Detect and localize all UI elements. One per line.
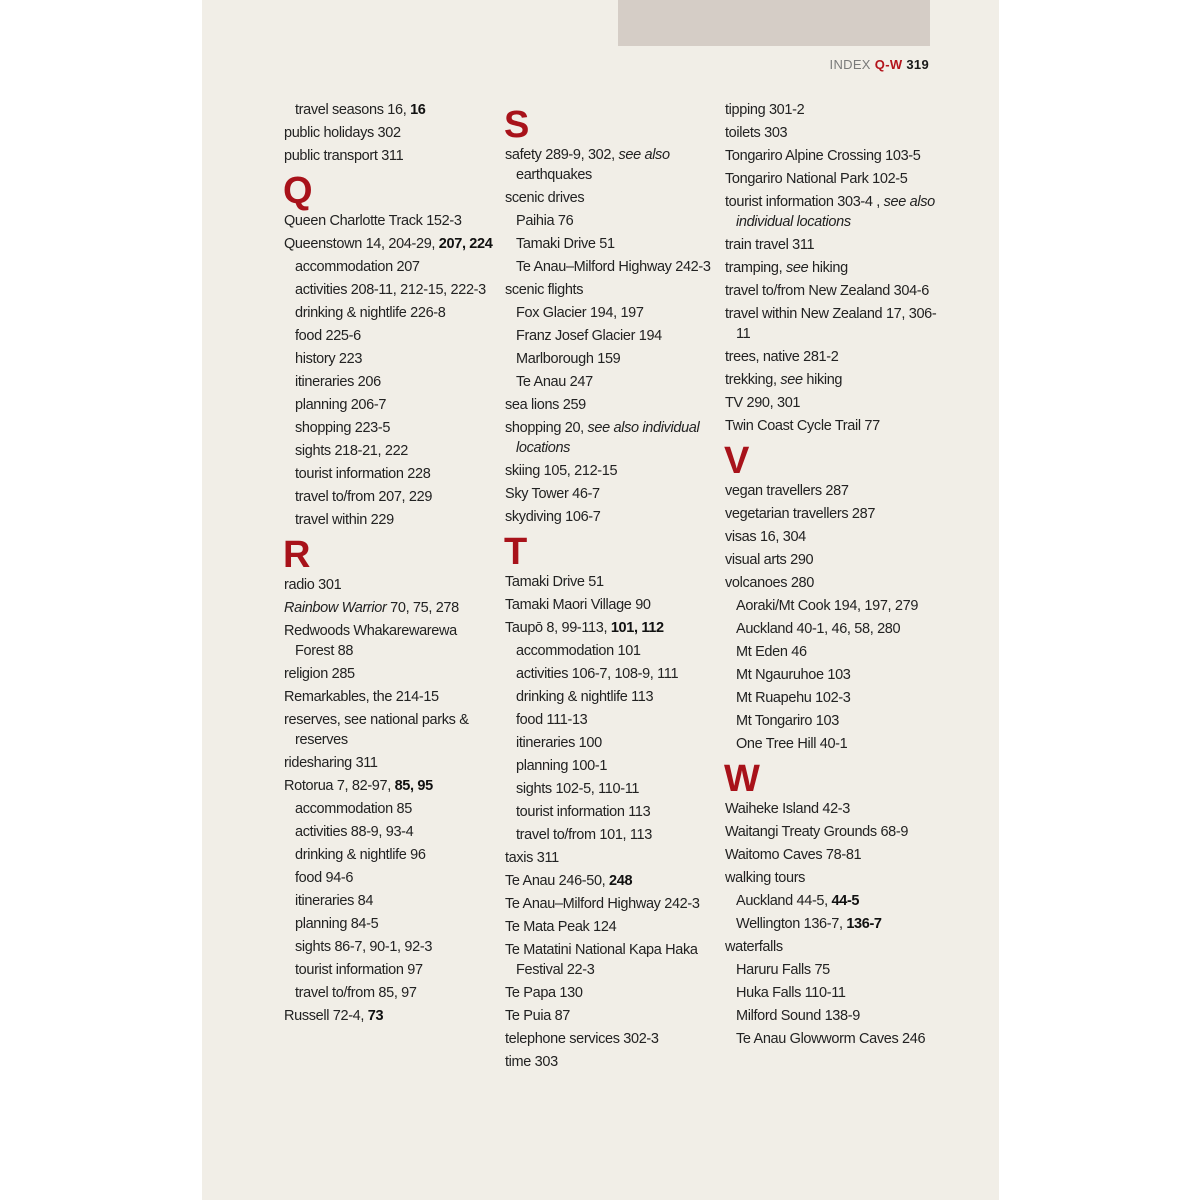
entry-text: vegetarian travellers 287	[725, 506, 876, 522]
entry-text: Paihia 76	[516, 213, 574, 229]
index-subentry	[505, 326, 720, 346]
index-entry	[505, 940, 720, 980]
entry-text: vegan travellers 287	[725, 483, 849, 499]
index-subentry	[284, 441, 499, 461]
entry-text: Queen Charlotte Track 152-3	[284, 213, 462, 229]
index-entry	[725, 304, 940, 344]
index-subentry	[284, 464, 499, 484]
entry-text: safety 289-9, 302,	[505, 147, 619, 163]
index-entry	[284, 687, 499, 707]
index-subentry	[505, 234, 720, 254]
index-subentry	[725, 688, 940, 708]
entry-text: skiing 105, 212-15	[505, 463, 618, 479]
index-subentry	[725, 914, 940, 934]
section-letter: S	[504, 104, 530, 146]
index-subentry	[284, 487, 499, 507]
entry-text: Haruru Falls 75	[736, 962, 830, 978]
index-entry	[725, 393, 940, 413]
index-entry	[284, 1006, 499, 1026]
index-entry	[725, 573, 940, 593]
running-header	[830, 57, 929, 72]
index-subentry	[284, 983, 499, 1003]
index-section	[725, 441, 940, 754]
index-subentry	[505, 349, 720, 369]
entry-text: visual arts 290	[725, 552, 814, 568]
entry-text: planning 100-1	[516, 758, 608, 774]
entry-text: scenic drives	[505, 190, 585, 206]
index-subentry	[284, 937, 499, 957]
entry-text: skydiving 106-7	[505, 509, 601, 525]
entry-text: Redwoods Whakarewarewa Forest 88	[284, 623, 457, 659]
index-entry	[725, 550, 940, 570]
entry-text: Auckland 44-5,	[736, 893, 832, 909]
entry-text: tourist information 228	[295, 466, 431, 482]
entry-text: radio 301	[284, 577, 342, 593]
entry-text: Mt Eden 46	[736, 644, 807, 660]
index-subentry	[284, 349, 499, 369]
section-letter: V	[724, 440, 750, 482]
entry-text: Tongariro National Park 102-5	[725, 171, 908, 187]
entry-text: Tongariro Alpine Crossing 103-5	[725, 148, 921, 164]
index-entry	[284, 234, 499, 254]
entry-text: walking tours	[725, 870, 806, 886]
entry-text: toilets 303	[725, 125, 788, 141]
entry-bold-page: 207, 224	[438, 236, 493, 252]
entry-text: Te Puia 87	[505, 1008, 571, 1024]
index-entry	[284, 621, 499, 661]
index-entry	[284, 211, 499, 231]
index-page	[202, 0, 999, 1200]
entry-text: accommodation 101	[516, 643, 641, 659]
index-subentry	[505, 779, 720, 799]
index-subentry	[725, 960, 940, 980]
entry-bold-page: 73	[367, 1008, 384, 1024]
entry-bold-page: 44-5	[831, 893, 860, 909]
index-entry	[505, 871, 720, 891]
index-section	[725, 759, 940, 1049]
entry-italic: see also individual locations	[736, 194, 935, 230]
entry-italic: see also individual locations	[516, 420, 700, 456]
index-entry	[725, 123, 940, 143]
entry-text: Te Mata Peak 124	[505, 919, 617, 935]
entry-text: scenic flights	[505, 282, 584, 298]
entry-text-cont: hiking	[808, 260, 848, 276]
index-entry	[725, 822, 940, 842]
entry-text: Tamaki Drive 51	[505, 574, 604, 590]
entry-text: Te Matatini National Kapa Haka Festival 22-3	[505, 942, 698, 978]
index-subentry	[725, 1029, 940, 1049]
entry-text: Wellington 136-7,	[736, 916, 847, 932]
index-entry	[284, 146, 499, 166]
index-entry	[284, 710, 499, 750]
index-entry	[284, 664, 499, 684]
index-subentry	[725, 1006, 940, 1026]
index-entry	[505, 418, 720, 458]
page-number: 319	[906, 57, 929, 72]
entry-text-cont: hiking	[802, 372, 843, 388]
entry-bold-page: 85, 95	[394, 778, 433, 794]
index-section	[505, 532, 720, 1072]
entry-text: Waitomo Caves 78-81	[725, 847, 862, 863]
entry-text: itineraries 100	[516, 735, 602, 751]
index-subentry	[725, 619, 940, 639]
entry-text: volcanoes 280	[725, 575, 814, 591]
section-letter: T	[504, 531, 528, 573]
entry-text: activities 208-11, 212-15, 222-3	[295, 282, 486, 298]
entry-text: religion 285	[284, 666, 355, 682]
entry-text: food 111-13	[516, 712, 588, 728]
index-subentry	[725, 891, 940, 911]
section-letter: R	[283, 534, 311, 576]
index-entry	[725, 937, 940, 957]
entry-text: accommodation 207	[295, 259, 420, 275]
entry-text: tourist information 113	[516, 804, 651, 820]
entry-text: Te Anau 246-50,	[505, 873, 610, 889]
index-subentry	[725, 734, 940, 754]
entry-text: Waiheke Island 42-3	[725, 801, 850, 817]
entry-text: 70, 75, 278	[386, 600, 459, 616]
entry-text: Remarkables, the 214-15	[284, 689, 439, 705]
index-entry	[725, 169, 940, 189]
index-entry	[505, 595, 720, 615]
entry-text: planning 84-5	[295, 916, 379, 932]
index-entry	[284, 575, 499, 595]
entry-text: travel seasons 16,	[295, 102, 411, 118]
index-column-2	[505, 100, 720, 1075]
index-entry	[725, 258, 940, 278]
index-subentry	[284, 845, 499, 865]
index-entry	[505, 484, 720, 504]
index-subentry	[505, 756, 720, 776]
index-entry	[725, 146, 940, 166]
entry-text: One Tree Hill 40-1	[736, 736, 848, 752]
entry-text: telephone services 302-3	[505, 1031, 659, 1047]
entry-text: Tamaki Drive 51	[516, 236, 615, 252]
entry-text: public holidays 302	[284, 125, 401, 141]
entry-italic: see	[780, 372, 803, 388]
index-subentry	[284, 372, 499, 392]
entry-text: train travel 311	[725, 237, 815, 253]
index-subentry	[505, 372, 720, 392]
index-entry	[725, 281, 940, 301]
entry-text: trekking,	[725, 372, 781, 388]
section-letter: W	[724, 758, 760, 800]
index-entry	[725, 527, 940, 547]
entry-bold-page: 16	[410, 102, 426, 118]
index-entry	[505, 894, 720, 914]
entry-text: shopping 223-5	[295, 420, 391, 436]
entry-text: sights 102-5, 110-11	[516, 781, 640, 797]
entry-text: Milford Sound 138-9	[736, 1008, 860, 1024]
entry-text: activities 88-9, 93-4	[295, 824, 414, 840]
index-subentry	[505, 825, 720, 845]
header-letters: Q-W	[874, 57, 903, 72]
index-entry	[725, 504, 940, 524]
index-entry	[725, 416, 940, 436]
entry-bold-page: 136-7	[846, 916, 882, 932]
entry-text: time 303	[505, 1054, 558, 1070]
entry-text: Mt Ngauruhoe 103	[736, 667, 851, 683]
entry-text: history 223	[295, 351, 363, 367]
entry-text: drinking & nightlife 113	[516, 689, 654, 705]
index-entry	[725, 235, 940, 255]
index-subentry	[505, 303, 720, 323]
entry-text: Franz Josef Glacier 194	[516, 328, 662, 344]
entry-text: tourist information 303-4 ,	[725, 194, 884, 210]
entry-text: Te Anau Glowworm Caves 246	[736, 1031, 926, 1047]
index-section	[505, 105, 720, 527]
entry-bold-page: 248	[609, 873, 633, 889]
index-entry	[505, 983, 720, 1003]
entry-text: Auckland 40-1, 46, 58, 280	[736, 621, 901, 637]
index-subentry	[284, 891, 499, 911]
entry-text: public transport 311	[284, 148, 404, 164]
index-entry	[725, 868, 940, 888]
entry-text: Rotorua 7, 82-97,	[284, 778, 395, 794]
index-entry	[725, 192, 940, 232]
index-subentry	[505, 733, 720, 753]
index-subentry	[284, 914, 499, 934]
entry-text: food 94-6	[295, 870, 354, 886]
index-subentry	[284, 868, 499, 888]
entry-text: Te Anau–Milford Highway 242-3	[516, 259, 711, 275]
index-entry	[505, 145, 720, 185]
index-subentry	[284, 303, 499, 323]
entry-text: Queenstown 14, 204-29,	[284, 236, 439, 252]
entry-text: TV 290, 301	[725, 395, 801, 411]
index-subentry	[284, 799, 499, 819]
index-subentry	[505, 802, 720, 822]
entry-text: taxis 311	[505, 850, 559, 866]
index-section	[284, 535, 499, 1026]
entry-italic: Rainbow Warrior	[284, 600, 387, 616]
index-entry	[505, 461, 720, 481]
index-entry	[505, 1029, 720, 1049]
index-subentry	[284, 418, 499, 438]
section-letter: Q	[283, 170, 313, 212]
entry-text: itineraries 84	[295, 893, 374, 909]
entry-text: Aoraki/Mt Cook 194, 197, 279	[736, 598, 919, 614]
entry-text: drinking & nightlife 226-8	[295, 305, 446, 321]
entry-text: Sky Tower 46-7	[505, 486, 600, 502]
entry-text: trees, native 281-2	[725, 349, 839, 365]
index-entry	[284, 123, 499, 143]
entry-text: ridesharing 311	[284, 755, 378, 771]
index-subentry	[284, 100, 499, 120]
index-subentry	[725, 596, 940, 616]
header-tab	[618, 0, 930, 46]
index-section	[725, 100, 940, 436]
entry-text: travel to/from 207, 229	[295, 489, 433, 505]
index-subentry	[725, 711, 940, 731]
entry-text: reserves, see national parks & reserves	[284, 712, 469, 748]
entry-text: planning 206-7	[295, 397, 387, 413]
index-subentry	[284, 395, 499, 415]
index-subentry	[284, 822, 499, 842]
index-entry	[725, 100, 940, 120]
index-entry	[725, 370, 940, 390]
entry-text: Waitangi Treaty Grounds 68-9	[725, 824, 909, 840]
entry-text: travel within New Zealand 17, 306-11	[725, 306, 937, 342]
index-entry	[284, 598, 499, 618]
entry-text: sights 218-21, 222	[295, 443, 409, 459]
index-entry	[725, 481, 940, 501]
entry-text: tipping 301-2	[725, 102, 805, 118]
index-subentry	[284, 510, 499, 530]
index-entry	[284, 753, 499, 773]
entry-text: activities 106-7, 108-9, 111	[516, 666, 679, 682]
entry-text: Te Papa 130	[505, 985, 583, 1001]
entry-text: itineraries 206	[295, 374, 381, 390]
index-subentry	[505, 257, 720, 277]
header-label: INDEX	[829, 57, 871, 72]
index-entry	[505, 280, 720, 300]
index-entry	[505, 618, 720, 638]
entry-text: tramping,	[725, 260, 786, 276]
index-section	[284, 171, 499, 530]
index-entry	[505, 1006, 720, 1026]
index-entry	[505, 395, 720, 415]
entry-text: waterfalls	[725, 939, 783, 955]
index-column-1	[284, 100, 499, 1029]
index-subentry	[725, 983, 940, 1003]
entry-text: Te Anau–Milford Highway 242-3	[505, 896, 700, 912]
entry-text: visas 16, 304	[725, 529, 806, 545]
index-entry	[505, 917, 720, 937]
index-entry	[725, 347, 940, 367]
entry-text: Taupō 8, 99-113,	[505, 620, 611, 636]
index-subentry	[505, 211, 720, 231]
index-subentry	[505, 641, 720, 661]
entry-text: food 225-6	[295, 328, 361, 344]
entry-text: tourist information 97	[295, 962, 423, 978]
entry-text: travel to/from 101, 113	[516, 827, 652, 843]
entry-text-cont: earthquakes	[516, 167, 592, 183]
index-subentry	[505, 687, 720, 707]
entry-text: Mt Ruapehu 102-3	[736, 690, 851, 706]
entry-text: accommodation 85	[295, 801, 412, 817]
index-subentry	[505, 710, 720, 730]
entry-text: Russell 72-4,	[284, 1008, 368, 1024]
entry-text: Twin Coast Cycle Trail 77	[725, 418, 880, 434]
index-subentry	[725, 642, 940, 662]
entry-text: Mt Tongariro 103	[736, 713, 839, 729]
entry-text: Marlborough 159	[516, 351, 621, 367]
entry-text: Tamaki Maori Village 90	[505, 597, 651, 613]
index-subentry	[725, 665, 940, 685]
entry-text: drinking & nightlife 96	[295, 847, 426, 863]
entry-italic: see also	[618, 147, 670, 163]
index-entry	[505, 188, 720, 208]
index-entry	[505, 848, 720, 868]
index-entry	[505, 507, 720, 527]
entry-text: travel to/from 85, 97	[295, 985, 417, 1001]
index-subentry	[505, 664, 720, 684]
entry-bold-page: 101, 112	[610, 620, 664, 636]
entry-text: shopping 20,	[505, 420, 588, 436]
index-section	[284, 100, 499, 166]
entry-text: travel to/from New Zealand 304-6	[725, 283, 929, 299]
index-entry	[725, 799, 940, 819]
index-entry	[505, 572, 720, 592]
entry-text: travel within 229	[295, 512, 394, 528]
index-entry	[284, 776, 499, 796]
entry-text: sea lions 259	[505, 397, 586, 413]
index-entry	[725, 845, 940, 865]
index-subentry	[284, 326, 499, 346]
index-subentry	[284, 280, 499, 300]
index-entry	[505, 1052, 720, 1072]
entry-text: sights 86-7, 90-1, 92-3	[295, 939, 433, 955]
index-subentry	[284, 960, 499, 980]
index-column-3	[725, 100, 940, 1052]
entry-text: Fox Glacier 194, 197	[516, 305, 644, 321]
index-subentry	[284, 257, 499, 277]
entry-text: Te Anau 247	[516, 374, 593, 390]
entry-text: Huka Falls 110-11	[736, 985, 846, 1001]
entry-italic: see	[785, 260, 809, 276]
